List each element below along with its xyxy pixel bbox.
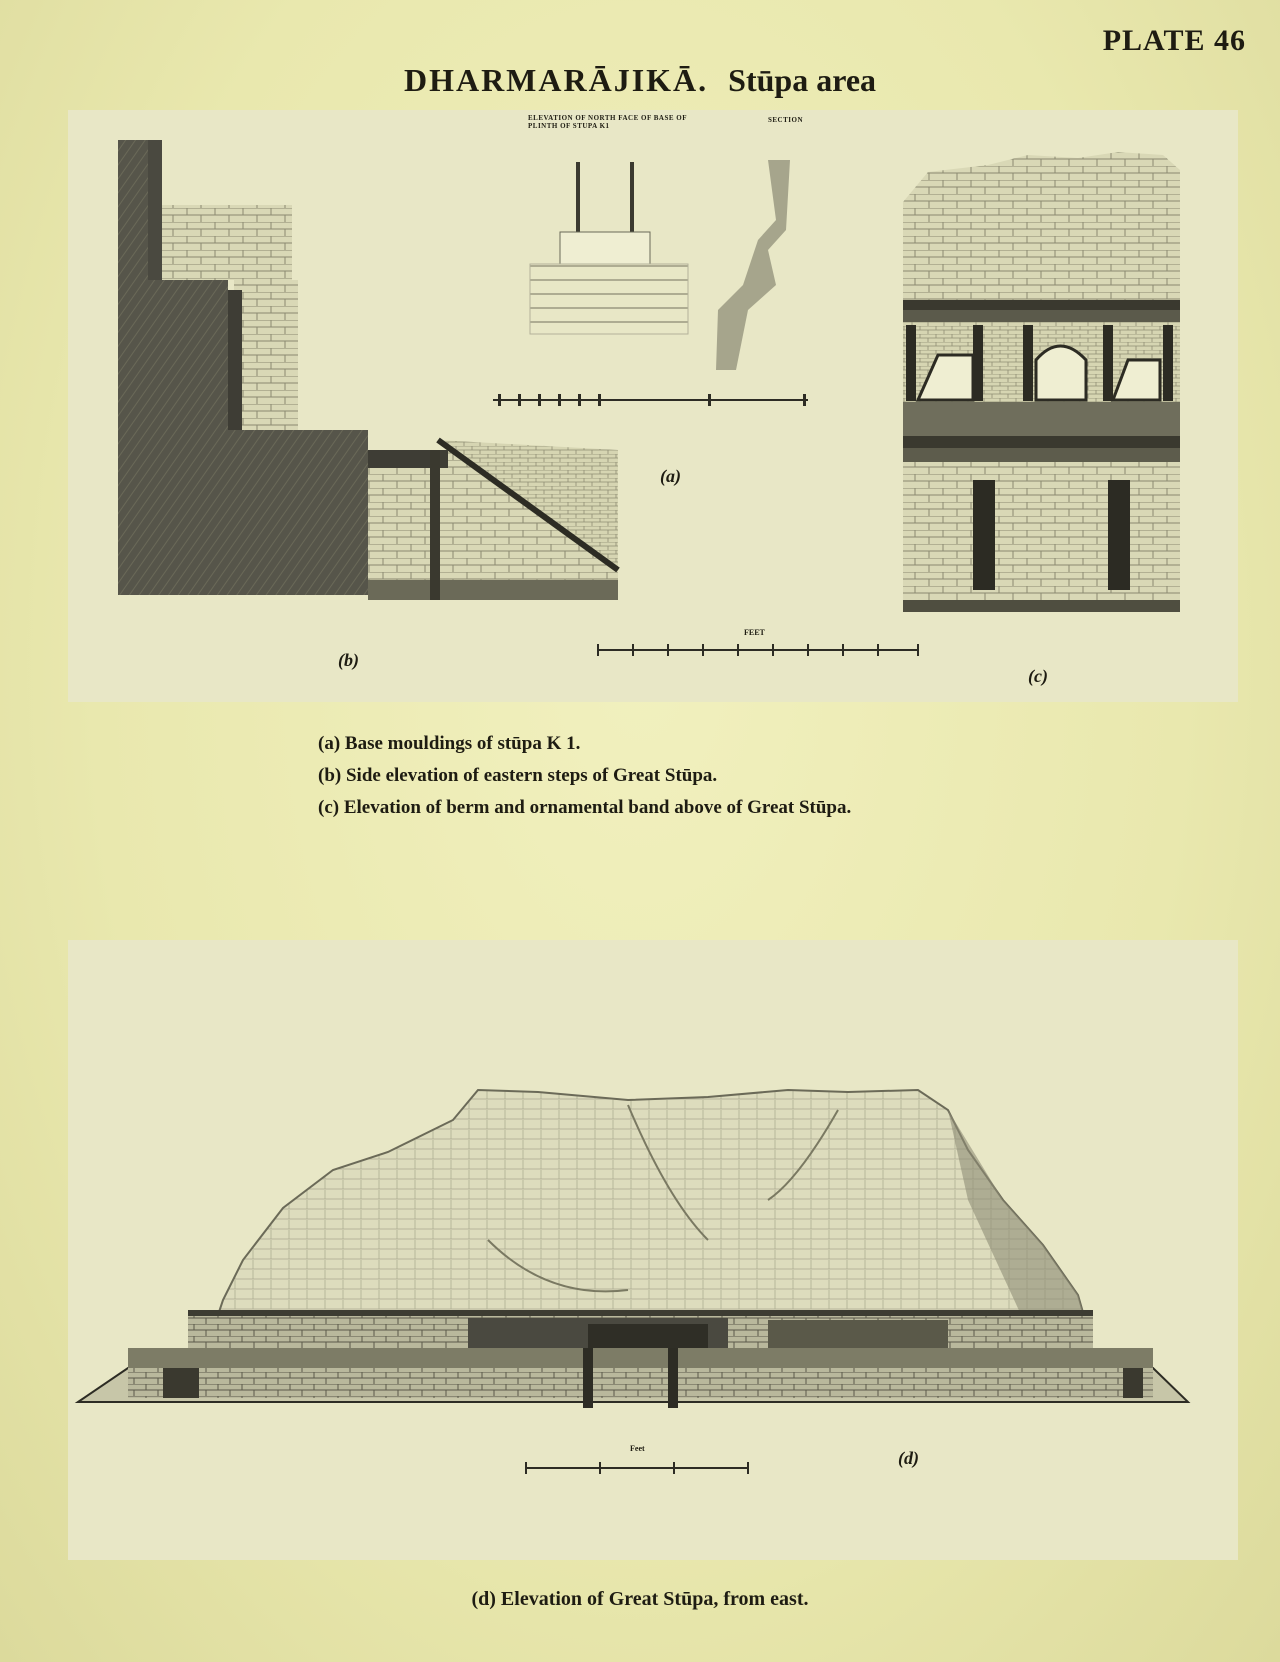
caption-d: (d) Elevation of Great Stūpa, from east. <box>471 1588 809 1610</box>
drawing-a-header-right: SECTION <box>768 116 804 124</box>
drawing-a-base-mouldings <box>493 160 808 406</box>
top-figure-panel <box>68 110 1238 702</box>
figure-captions <box>318 728 1118 824</box>
top-drawings <box>68 110 1238 702</box>
plate-number: PLATE 46 <box>1102 24 1246 57</box>
great-stupa-elevation <box>68 940 1238 1560</box>
bottom-figure-panel <box>68 940 1238 1560</box>
area-name: Stūpa area <box>728 62 877 98</box>
stupa-plinth <box>78 1348 1188 1408</box>
top-scale-label: FEET <box>744 628 765 637</box>
drawing-b-steps-elevation <box>118 140 618 600</box>
caption-b: (b) Side elevation of eastern steps of Great Stūpa. <box>318 765 718 786</box>
stupa-berm <box>188 1310 1093 1348</box>
figure-label-d: (d) <box>898 1448 919 1468</box>
caption-c: (c) Elevation of berm and ornamental band above of Great Stūpa. <box>318 797 852 818</box>
drawing-a-header-left: ELEVATION OF NORTH FACE OF BASE OF PLINTH OF STUPA K1 <box>528 114 687 130</box>
stupa-mound <box>213 1090 1088 1330</box>
top-scale-bar <box>598 644 918 656</box>
figure-label-b: (b) <box>338 650 359 670</box>
caption-a: (a) Base mouldings of stūpa K 1. <box>318 733 581 754</box>
figure-label-a: (a) <box>660 466 681 486</box>
site-name: DHARMARĀJIKĀ. <box>403 62 709 98</box>
figure-label-c: (c) <box>1028 666 1048 686</box>
bottom-scale-bar <box>526 1462 748 1474</box>
bottom-scale-label: Feet <box>630 1444 645 1453</box>
page-title <box>0 62 1280 99</box>
drawing-c-berm-ornamental-band <box>903 152 1180 612</box>
